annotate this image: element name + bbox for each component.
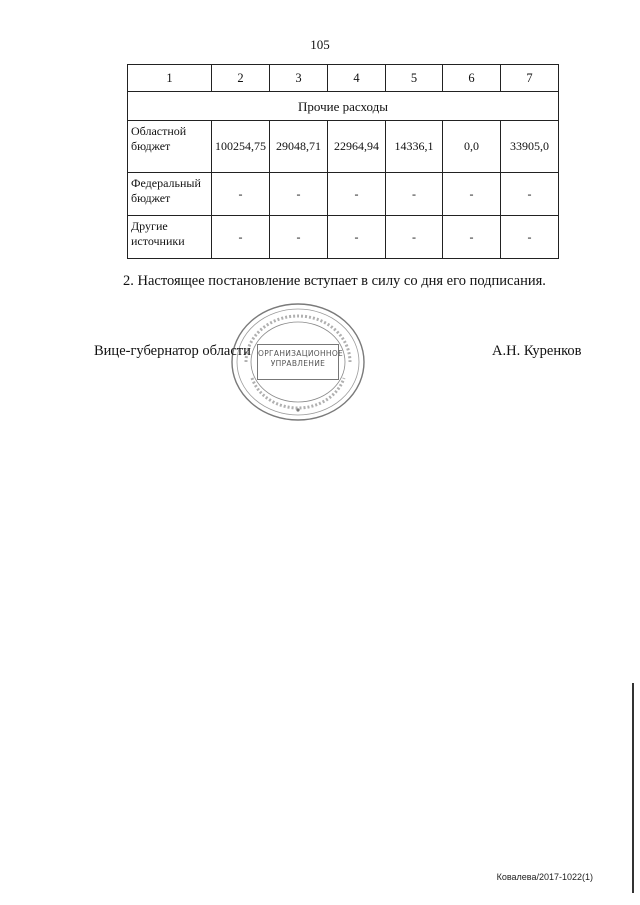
table-header-row [128, 65, 559, 92]
value-cell: - [212, 173, 270, 216]
column-header: 2 [212, 65, 270, 92]
value-cell: - [386, 216, 443, 259]
value-cell: 100254,75 [212, 121, 270, 173]
value-cell: - [386, 173, 443, 216]
value-cell: - [443, 173, 501, 216]
column-header: 5 [386, 65, 443, 92]
value-cell: 22964,94 [328, 121, 386, 173]
scan-margin-line [632, 683, 634, 893]
value-cell: - [328, 173, 386, 216]
value-cell: 0,0 [443, 121, 501, 173]
value-cell: 33905,0 [501, 121, 559, 173]
table-row [128, 121, 559, 173]
value-cell: - [212, 216, 270, 259]
funding-source-cell: Федеральный бюджет [128, 173, 212, 216]
value-cell: - [501, 216, 559, 259]
footer-document-code: Ковалева/2017-1022(1) [496, 872, 593, 882]
value-cell: - [270, 216, 328, 259]
column-header: 7 [501, 65, 559, 92]
budget-table [127, 64, 559, 259]
section-row [128, 92, 559, 121]
value-cell: - [270, 173, 328, 216]
column-header: 6 [443, 65, 501, 92]
column-header: 1 [128, 65, 212, 92]
funding-source-cell: Областной бюджет [128, 121, 212, 173]
value-cell: - [501, 173, 559, 216]
value-cell: - [443, 216, 501, 259]
value-cell: - [328, 216, 386, 259]
value-cell: 14336,1 [386, 121, 443, 173]
column-header: 3 [270, 65, 328, 92]
value-cell: 29048,71 [270, 121, 328, 173]
signer-title: Вице-губернатор области [94, 343, 251, 359]
signer-name: А.Н. Куренков [492, 343, 582, 359]
stamp-center-text: ОРГАНИЗАЦИОННОЕ УПРАВЛЕНИЕ [257, 344, 339, 380]
decree-clause: 2. Настоящее постановление вступает в силу со дня его подписания. [123, 273, 546, 289]
page-number: 105 [310, 37, 330, 52]
column-header: 4 [328, 65, 386, 92]
table-row [128, 173, 559, 216]
table-row [128, 216, 559, 259]
official-stamp [228, 300, 368, 425]
section-title: Прочие расходы [128, 92, 559, 121]
funding-source-cell: Другие источники [128, 216, 212, 259]
